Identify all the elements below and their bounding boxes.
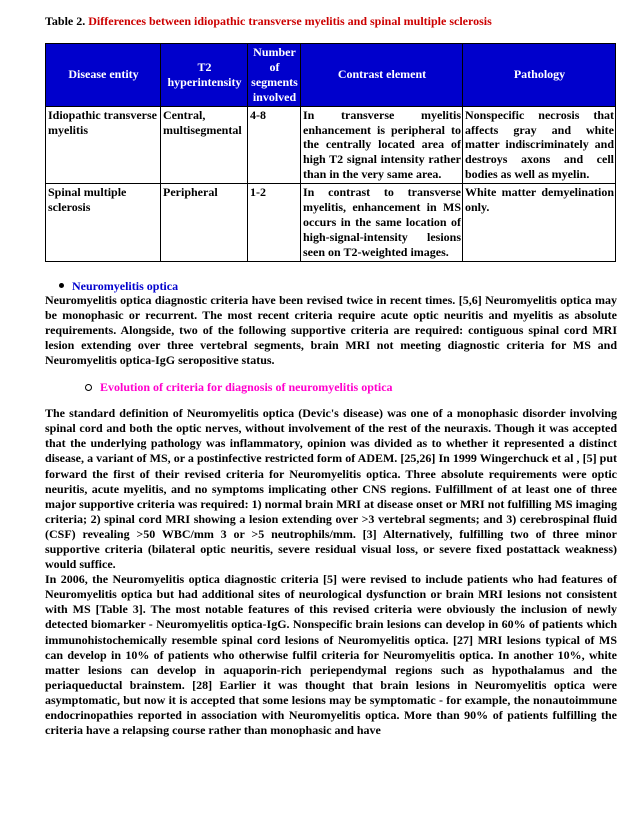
cell-t2-hyperintensity: Central, multisegmental (161, 106, 248, 184)
cell-pathology: Nonspecific necrosis that affects gray and white matter indiscriminately and destroys axons and cell bodies as well as myelin. (463, 106, 616, 184)
table-header-row (46, 44, 616, 107)
subsection-heading: Evolution of criteria for diagnosis of neuromyelitis optica (100, 380, 393, 395)
subsection-heading-item (85, 380, 617, 394)
paragraph-2006-criteria: In 2006, the Neuromyelitis optica diagnostic criteria [5] were revised to include patients who had features of Neuromyelitis optica but had additional sites of neurological dysfunction or brain MRI lesions not consistent with MS [Table 3]. The most notable features of this revised criteria were obviously the inclusion of newly detected biomarker - Neuromyelitis optica-IgG. Nonspecific brain lesions can develop in 60% of patients which immunohistochemically resemble spinal cord lesions of Neuromyelitis optica. [27] MRI lesions typical of MS can develop in 10% of patients who otherwise fulfil criteria for Neuromyelitis optica. In another 10%, white matter lesions can develop in aquaporin-rich periependymal regions such as hypothalamus and the periaqueductal brainstem. [28] Earlier it was thought that brain lesions in Neuromyelitis optica were asymptomatic, but now it is accepted that some lesions may be symptomatic - for example, the nonautoimmune endocrinopathies reported in association with Neuromyelitis optica. More than 90% of patients fulfilling the criteria have a relapsing course rather than monophasic and have (45, 572, 617, 738)
circle-bullet-icon (85, 384, 92, 391)
table-row (46, 106, 616, 184)
cell-disease-entity: Spinal multiple sclerosis (46, 184, 161, 262)
header-pathology: Pathology (463, 44, 616, 107)
paragraph-intro: Neuromyelitis optica diagnostic criteria have been revised twice in recent times. [5,6] Neuromyelitis optica may be monophasic or recurrent. The most recent criteria require acute optic neuritis and myelitis as absolute requirements. Alongside, two of the following supportive criteria are required: contiguous spinal cord MRI lesion extending over three vertebral segments, brain MRI not meeting diagnostic criteria for MS and Neuromyelitis optica-IgG seropositive status. (45, 292, 617, 368)
comparison-table (45, 43, 616, 262)
cell-disease-entity: Idiopathic transverse myelitis (46, 106, 161, 184)
section-heading: Neuromyelitis optica (72, 278, 179, 293)
table-caption (45, 14, 617, 28)
section-heading-item (59, 279, 617, 293)
header-t2-hyperintensity: T2 hyperintensity (161, 44, 248, 107)
table-caption-title: Differences between idiopathic transverse myelitis and spinal multiple sclerosis (88, 14, 492, 28)
cell-t2-hyperintensity: Peripheral (161, 184, 248, 262)
header-contrast-element: Contrast element (301, 44, 463, 107)
paragraph-evolution: The standard definition of Neuromyelitis optica (Devic's disease) was one of a monophasic disorder involving spinal cord and both the optic nerves, without involvement of the rest of the neuraxis. Though it was accepted that the underlying pathology was inflammatory, opinion was divided as to whether it represented a distinct disease, a variant of MS, or a postinfective restricted form of ADEM. [25,26] In 1999 Wingerchuck et al , [5] put forward the first of their revised criteria for Neuromyelitis optica. Three absolute requirements were optic neuritis, acute myelitis, and no symptoms implicating other CNS regions. Fulfillment of at least one of three major supportive criteria was required: 1) normal brain MRI at disease onset or MRI not fulfilling MS imaging criteria; 2) spinal cord MRI showing a lesion extending over >3 vertebral segments; and 3) cerebrospinal fluid (CSF) revealing >50 WBC/mm 3 or >5 neutrophils/mm. [3] Alternatively, fulfilling two of three minor supportive criteria (bilateral optic neuritis, severe residual visual loss, or severe fixed postattack weakness) would suffice. (45, 406, 617, 572)
header-number-of-segments: Number of segments involved (248, 44, 301, 107)
cell-number-of-segments: 1-2 (248, 184, 301, 262)
cell-contrast-element: In contrast to transverse myelitis, enhancement in MS occurs in the same location of high-signal-intensity lesions seen on T2-weighted images. (301, 184, 463, 262)
table-caption-label: Table 2. (45, 14, 86, 28)
cell-pathology: White matter demyelination only. (463, 184, 616, 262)
cell-number-of-segments: 4-8 (248, 106, 301, 184)
cell-contrast-element: In transverse myelitis enhancement is peripheral to the centrally located area of high T2 signal intensity rather than in the very same area. (301, 106, 463, 184)
header-disease-entity: Disease entity (46, 44, 161, 107)
table-row (46, 184, 616, 262)
bullet-icon (59, 283, 64, 288)
